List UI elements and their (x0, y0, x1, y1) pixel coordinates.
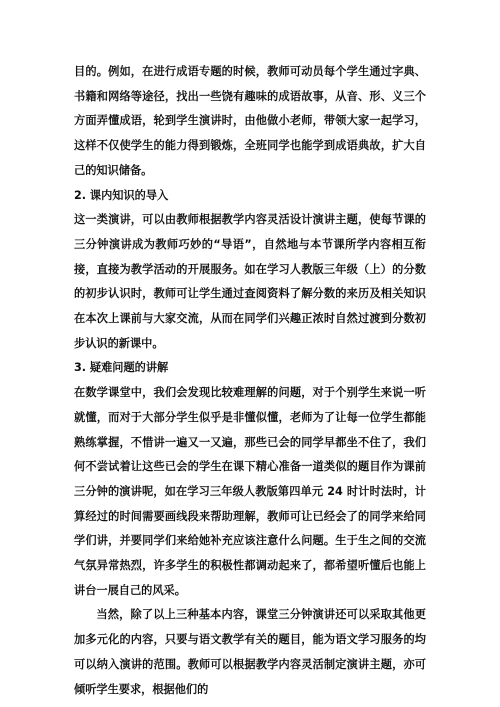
section-heading-2: 2. 课内知识的导入 (74, 188, 169, 202)
section-heading-3: 3. 疑难问题的讲解 (74, 361, 169, 375)
paragraph-section-2: 这一类演讲，可以由教师根据教学内容灵活设计演讲主题，使每节课的三分钟演讲成为教师巧妙的“导语”，自然地与本节课所学内容相互衔接，直接为教学活动的开展服务。如在学习人教版三年级（上）的分数的初步认识时，教师可让学生通过查阅资料了解分数的来历及相关知识在本次上课前与大家交流，从而在同学们兴趣正浓时自然过渡到分数初步认识的新课中。 (74, 213, 426, 350)
paragraph-ending-1: 目的。例如，在进行成语专题的时候，教师可动员每个学生通过字典、书籍和网络等途径，找出一些饶有趣味的成语故事，从音、形、义三个方面弄懂成语，轮到学生演讲时，由他做小老师，带领大家一起学习，这样不仅使学生的能力得到锻炼，全班同学也能学到成语典故，扩大自己的知识储备。 (74, 65, 426, 177)
paragraph-section-3: 在数学课堂中，我们会发现比较难理解的问题，对于个别学生来说一听就懂，而对于大部分学生似乎是非懂似懂，老师为了让每一位学生都能熟练掌握，不惜讲一遍又一又遍，那些已会的同学早都坐不住了，我们何不尝试着让这些已会的学生在课下精心准备一道类似的题目作为课前三分钟的演讲呢，如在学习三年级人教版第四单元 24 时计时法时，计算经过的时间需要画线段来帮助理解，教师可让已经会了的同学来给同学们讲，并要同学们来给她补充应该注意什么问题。生于生之间的交流气氛异常热烈，许多学生的积极性都调动起来了，都希望听懂后也能上讲台一展自己的风采。 (74, 386, 426, 597)
paragraph-conclusion: 当然，除了以上三种基本内容，课堂三分钟演讲还可以采取其他更加多元化的内容，只要与语文教学有关的题目，能为语文学习服务的均可以纳入演讲的范围。教师可以根据教学内容灵活制定演讲主题，亦可倾听学生要求，根据他们的 (74, 608, 426, 696)
document-page (74, 60, 426, 702)
